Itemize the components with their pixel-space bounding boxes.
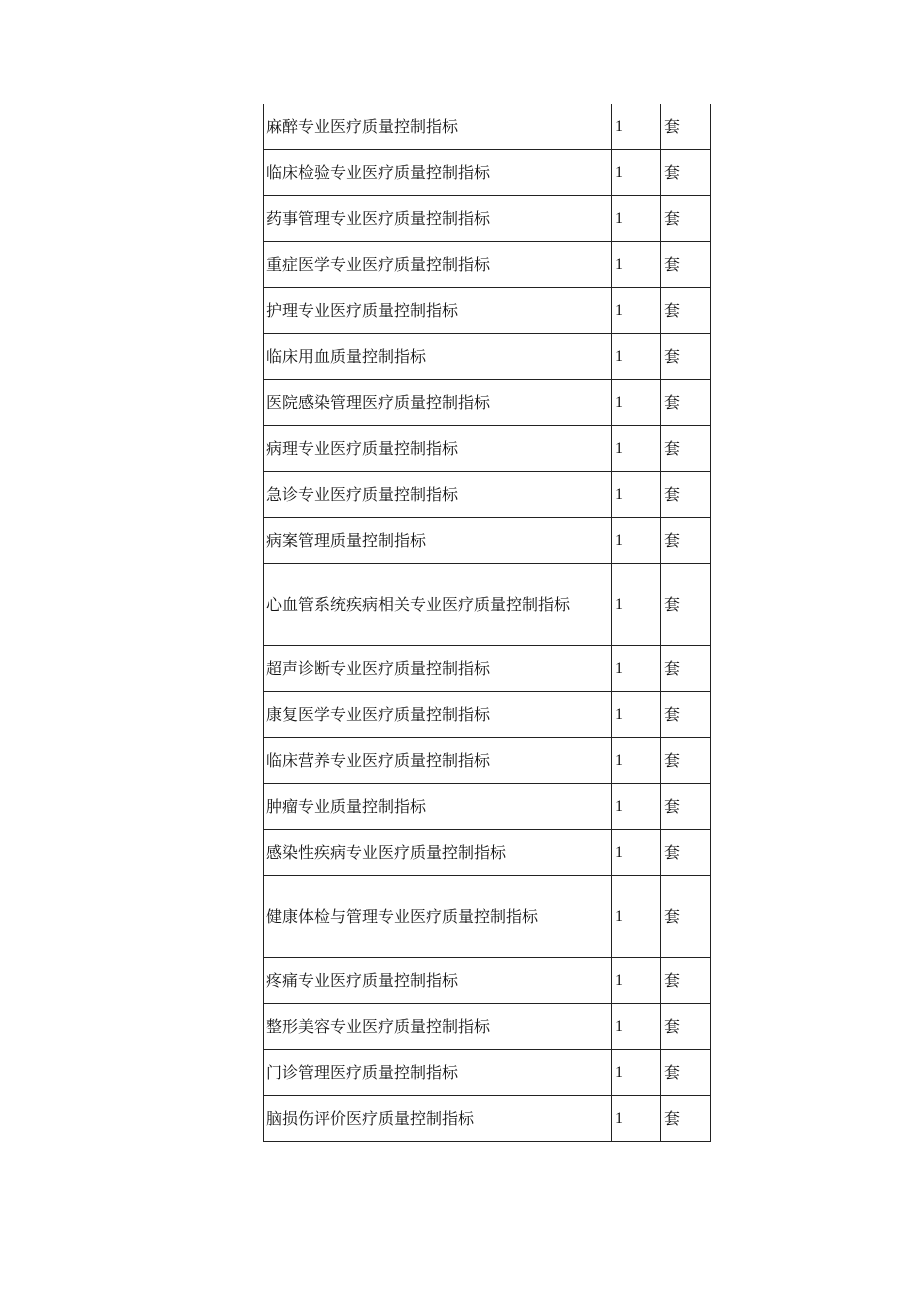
indicator-name-cell: 病理专业医疗质量控制指标	[264, 426, 612, 472]
quantity-cell: 1	[612, 1096, 661, 1142]
unit-cell: 套	[661, 242, 711, 288]
quantity-cell: 1	[612, 426, 661, 472]
unit-cell: 套	[661, 564, 711, 646]
quality-indicator-table	[263, 104, 711, 1142]
table-row	[264, 104, 711, 150]
indicator-name-cell: 整形美容专业医疗质量控制指标	[264, 1004, 612, 1050]
quantity-cell: 1	[612, 242, 661, 288]
table-row	[264, 646, 711, 692]
table-row	[264, 196, 711, 242]
table-row	[264, 738, 711, 784]
unit-cell: 套	[661, 334, 711, 380]
unit-cell: 套	[661, 472, 711, 518]
indicator-name-cell: 临床用血质量控制指标	[264, 334, 612, 380]
unit-cell: 套	[661, 646, 711, 692]
quantity-cell: 1	[612, 646, 661, 692]
quantity-cell: 1	[612, 104, 661, 150]
quantity-cell: 1	[612, 380, 661, 426]
unit-cell: 套	[661, 784, 711, 830]
quantity-cell: 1	[612, 334, 661, 380]
indicator-name-cell: 护理专业医疗质量控制指标	[264, 288, 612, 334]
indicator-name-cell: 感染性疾病专业医疗质量控制指标	[264, 830, 612, 876]
unit-cell: 套	[661, 104, 711, 150]
indicator-name-cell: 临床营养专业医疗质量控制指标	[264, 738, 612, 784]
quantity-cell: 1	[612, 518, 661, 564]
table-row	[264, 150, 711, 196]
indicator-name-cell: 脑损伤评价医疗质量控制指标	[264, 1096, 612, 1142]
table-row	[264, 876, 711, 958]
table-row	[264, 334, 711, 380]
unit-cell: 套	[661, 196, 711, 242]
quantity-cell: 1	[612, 876, 661, 958]
quantity-cell: 1	[612, 738, 661, 784]
unit-cell: 套	[661, 830, 711, 876]
unit-cell: 套	[661, 426, 711, 472]
quantity-cell: 1	[612, 1004, 661, 1050]
indicator-name-cell: 药事管理专业医疗质量控制指标	[264, 196, 612, 242]
quantity-cell: 1	[612, 150, 661, 196]
unit-cell: 套	[661, 288, 711, 334]
indicator-name-cell: 医院感染管理医疗质量控制指标	[264, 380, 612, 426]
table-row	[264, 1004, 711, 1050]
table-row	[264, 518, 711, 564]
table-row	[264, 784, 711, 830]
quantity-cell: 1	[612, 564, 661, 646]
table-row	[264, 288, 711, 334]
table-row	[264, 426, 711, 472]
indicator-name-cell: 疼痛专业医疗质量控制指标	[264, 958, 612, 1004]
unit-cell: 套	[661, 1096, 711, 1142]
indicator-name-cell: 心血管系统疾病相关专业医疗质量控制指标	[264, 564, 612, 646]
indicator-name-cell: 重症医学专业医疗质量控制指标	[264, 242, 612, 288]
unit-cell: 套	[661, 1004, 711, 1050]
unit-cell: 套	[661, 958, 711, 1004]
quantity-cell: 1	[612, 784, 661, 830]
unit-cell: 套	[661, 380, 711, 426]
unit-cell: 套	[661, 1050, 711, 1096]
indicator-name-cell: 病案管理质量控制指标	[264, 518, 612, 564]
table-row	[264, 472, 711, 518]
quantity-cell: 1	[612, 196, 661, 242]
quantity-cell: 1	[612, 472, 661, 518]
quantity-cell: 1	[612, 958, 661, 1004]
indicator-name-cell: 健康体检与管理专业医疗质量控制指标	[264, 876, 612, 958]
indicator-name-cell: 临床检验专业医疗质量控制指标	[264, 150, 612, 196]
table-row	[264, 958, 711, 1004]
indicator-name-cell: 康复医学专业医疗质量控制指标	[264, 692, 612, 738]
table-row	[264, 1050, 711, 1096]
unit-cell: 套	[661, 738, 711, 784]
quantity-cell: 1	[612, 288, 661, 334]
table-body	[264, 104, 711, 1142]
indicator-name-cell: 麻醉专业医疗质量控制指标	[264, 104, 612, 150]
quantity-cell: 1	[612, 692, 661, 738]
indicator-name-cell: 急诊专业医疗质量控制指标	[264, 472, 612, 518]
indicator-name-cell: 门诊管理医疗质量控制指标	[264, 1050, 612, 1096]
unit-cell: 套	[661, 692, 711, 738]
unit-cell: 套	[661, 150, 711, 196]
table-row	[264, 830, 711, 876]
table-row	[264, 564, 711, 646]
table-row	[264, 242, 711, 288]
quantity-cell: 1	[612, 830, 661, 876]
unit-cell: 套	[661, 876, 711, 958]
quantity-cell: 1	[612, 1050, 661, 1096]
indicator-name-cell: 超声诊断专业医疗质量控制指标	[264, 646, 612, 692]
table-row	[264, 1096, 711, 1142]
table-row	[264, 692, 711, 738]
indicator-name-cell: 肿瘤专业质量控制指标	[264, 784, 612, 830]
table-row	[264, 380, 711, 426]
unit-cell: 套	[661, 518, 711, 564]
